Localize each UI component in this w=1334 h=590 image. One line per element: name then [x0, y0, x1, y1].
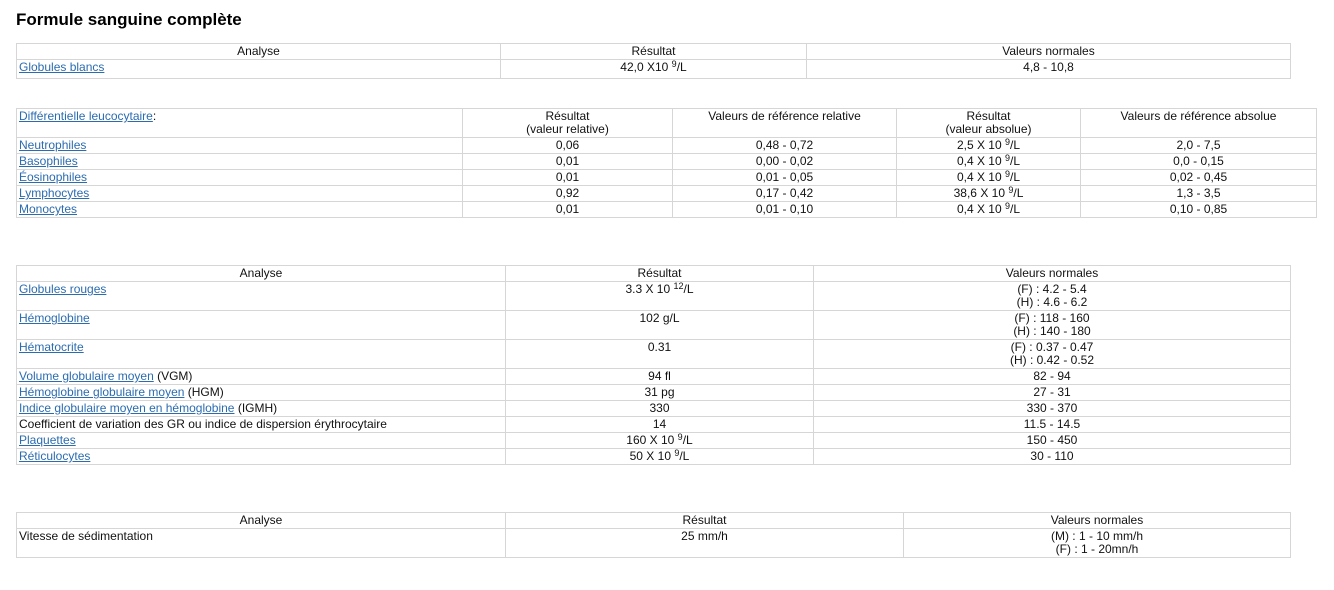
relative-ref-cell: 0,17 - 0,42 [673, 186, 897, 202]
sedimentation-table [16, 512, 1291, 558]
link-row-name[interactable]: Hémoglobine globulaire moyen [19, 385, 185, 399]
analysis-abbrev: (HGM) [184, 385, 224, 399]
col-header-result: Résultat [501, 44, 807, 60]
normal-cell: 150 - 450 [814, 433, 1291, 449]
table-row [17, 202, 1317, 218]
link-row-name[interactable]: Réticulocytes [19, 449, 91, 463]
relative-ref-cell: 0,01 - 0,10 [673, 202, 897, 218]
absolute-result-cell: 38,6 X 10 $^9$/L [897, 186, 1081, 202]
white-cells-table [16, 43, 1291, 79]
table-row [17, 401, 1291, 417]
col-header-result: Résultat [506, 513, 904, 529]
result-cell: 3.3 X 10 $^{12}$/L [506, 282, 814, 311]
col-header-relative-result: Résultat (valeur relative) [463, 109, 673, 138]
table-row [17, 369, 1291, 385]
result-cell: 94 fl [506, 369, 814, 385]
result-cell: 42,0 X10 $^9$/L [501, 60, 807, 79]
relative-ref-cell: 0,00 - 0,02 [673, 154, 897, 170]
analysis-abbrev: (VGM) [153, 369, 193, 383]
result-cell: 330 [506, 401, 814, 417]
differential-table [16, 108, 1317, 218]
analysis-name: Coefficient de variation des GR ou indice de dispersion érythrocytaire [19, 417, 387, 431]
link-differentielle-leucocytaire[interactable]: Différentielle leucocytaire [19, 109, 153, 123]
normal-cell: 11.5 - 14.5 [814, 417, 1291, 433]
page-title: Formule sanguine complète [16, 10, 242, 29]
relative-result-cell: 0,01 [463, 170, 673, 186]
col-header-normal: Valeurs normales [904, 513, 1291, 529]
analysis-name: Vitesse de sédimentation [17, 529, 506, 558]
relative-result-cell: 0,01 [463, 202, 673, 218]
absolute-ref-cell: 0,10 - 0,85 [1081, 202, 1317, 218]
col-header-absolute-result: Résultat (valeur absolue) [897, 109, 1081, 138]
result-cell: 160 X 10 $^9$/L [506, 433, 814, 449]
col-header-result: Résultat [506, 266, 814, 282]
red-cells-table [16, 265, 1291, 465]
col-header-analysis: Analyse [17, 266, 506, 282]
table-row [17, 138, 1317, 154]
col-header-analysis: Analyse [17, 44, 501, 60]
table-row [17, 529, 1291, 558]
link-row-name[interactable]: Indice globulaire moyen en hémoglobine [19, 401, 235, 415]
normal-cell: 330 - 370 [814, 401, 1291, 417]
table-header-row [17, 44, 1291, 60]
normal-cell: 30 - 110 [814, 449, 1291, 465]
normal-cell: (F) : 118 - 160 (H) : 140 - 180 [814, 311, 1291, 340]
link-row-name[interactable]: Volume globulaire moyen [19, 369, 154, 383]
relative-result-cell: 0,06 [463, 138, 673, 154]
absolute-result-cell: 0,4 X 10 $^9$/L [897, 170, 1081, 186]
absolute-ref-cell: 1,3 - 3,5 [1081, 186, 1317, 202]
differential-title-cell: Différentielle leucocytaire: [17, 109, 463, 138]
normal-cell: 27 - 31 [814, 385, 1291, 401]
table-row [17, 417, 1291, 433]
table-row [17, 311, 1291, 340]
normal-cell: (M) : 1 - 10 mm/h (F) : 1 - 20mn/h [904, 529, 1291, 558]
link-row-name[interactable]: Éosinophiles [19, 170, 88, 184]
normal-cell: (F) : 0.37 - 0.47 (H) : 0.42 - 0.52 [814, 340, 1291, 369]
link-row-name[interactable]: Monocytes [19, 202, 78, 216]
link-row-name[interactable]: Hémoglobine [19, 311, 90, 325]
relative-ref-cell: 0,48 - 0,72 [673, 138, 897, 154]
normal-cell: 4,8 - 10,8 [807, 60, 1291, 79]
table-row [17, 449, 1291, 465]
table-row [17, 340, 1291, 369]
table-row [17, 282, 1291, 311]
table-row [17, 154, 1317, 170]
link-row-name[interactable]: Globules rouges [19, 282, 107, 296]
absolute-ref-cell: 0,02 - 0,45 [1081, 170, 1317, 186]
absolute-result-cell: 0,4 X 10 $^9$/L [897, 154, 1081, 170]
result-cell: 25 mm/h [506, 529, 904, 558]
table-row [17, 186, 1317, 202]
result-cell: 0.31 [506, 340, 814, 369]
absolute-ref-cell: 0,0 - 0,15 [1081, 154, 1317, 170]
col-header-normal: Valeurs normales [807, 44, 1291, 60]
table-row [17, 170, 1317, 186]
link-row-name[interactable]: Lymphocytes [19, 186, 90, 200]
absolute-result-cell: 0,4 X 10 $^9$/L [897, 202, 1081, 218]
result-cell: 50 X 10 $^9$/L [506, 449, 814, 465]
table-header-row [17, 266, 1291, 282]
result-cell: 14 [506, 417, 814, 433]
normal-cell: 82 - 94 [814, 369, 1291, 385]
normal-cell: (F) : 4.2 - 5.4 (H) : 4.6 - 6.2 [814, 282, 1291, 311]
table-row [17, 60, 1291, 79]
absolute-result-cell: 2,5 X 10 $^9$/L [897, 138, 1081, 154]
absolute-ref-cell: 2,0 - 7,5 [1081, 138, 1317, 154]
result-cell: 31 pg [506, 385, 814, 401]
table-row [17, 433, 1291, 449]
result-cell: 102 g/L [506, 311, 814, 340]
relative-result-cell: 0,01 [463, 154, 673, 170]
link-row-name[interactable]: Basophiles [19, 154, 78, 168]
link-row-name[interactable]: Neutrophiles [19, 138, 87, 152]
relative-result-cell: 0,92 [463, 186, 673, 202]
link-row-name[interactable]: Plaquettes [19, 433, 76, 447]
col-header-absolute-ref: Valeurs de référence absolue [1081, 109, 1317, 138]
link-globules-blancs[interactable]: Globules blancs [19, 60, 105, 74]
table-row [17, 385, 1291, 401]
analysis-abbrev: (IGMH) [234, 401, 278, 415]
link-row-name[interactable]: Hématocrite [19, 340, 84, 354]
table-header-row [17, 513, 1291, 529]
table-header-row [17, 109, 1317, 138]
col-header-analysis: Analyse [17, 513, 506, 529]
col-header-normal: Valeurs normales [814, 266, 1291, 282]
relative-ref-cell: 0,01 - 0,05 [673, 170, 897, 186]
col-header-relative-ref: Valeurs de référence relative [673, 109, 897, 138]
